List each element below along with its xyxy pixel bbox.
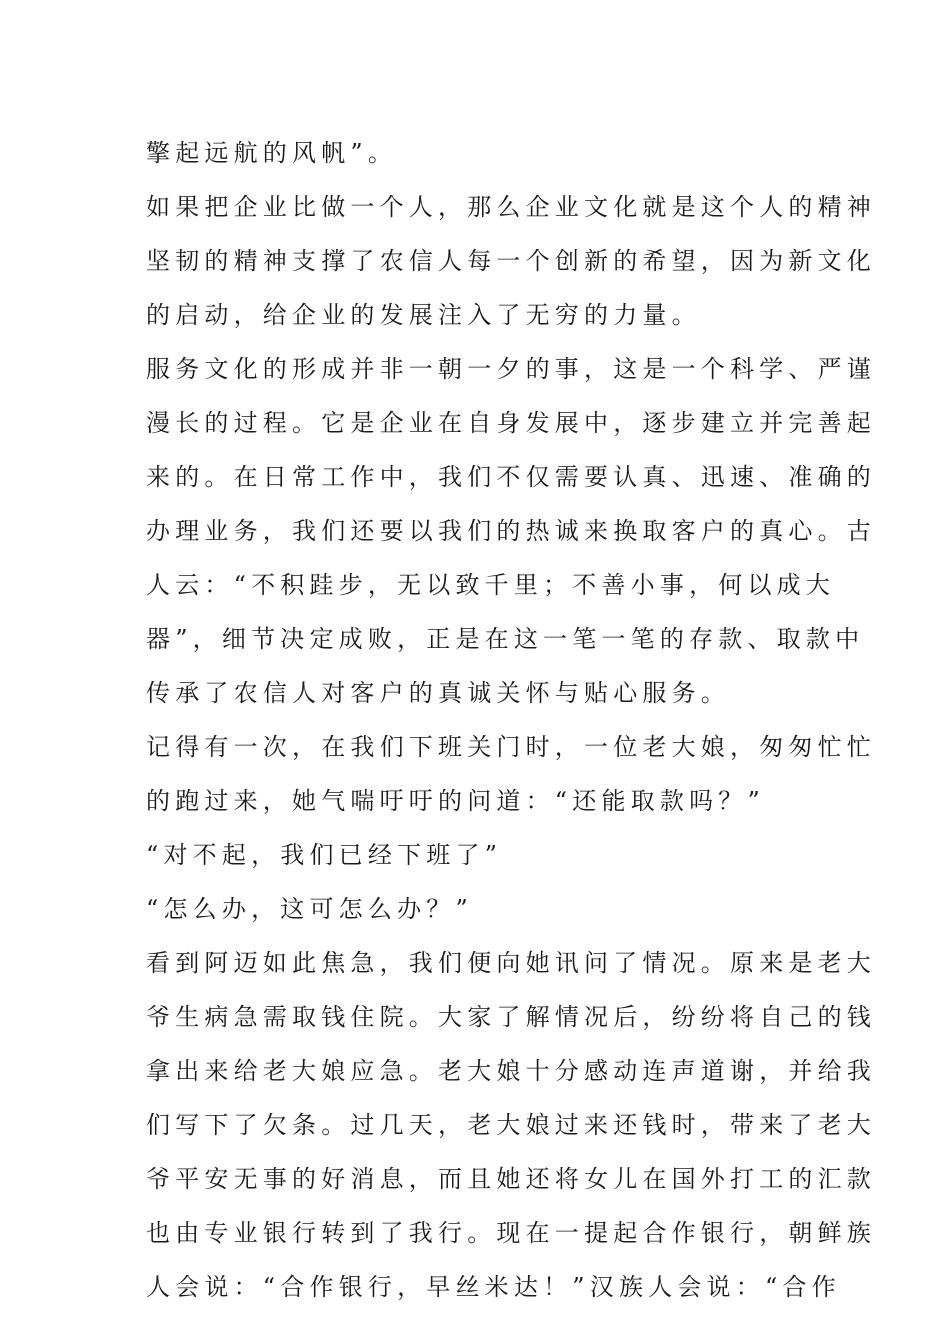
text-line: 也由专业银行转到了我行。现在一提起合作银行，朝鲜族: [146, 1219, 876, 1247]
document-page: [146, 126, 876, 1314]
text-line: 的启动，给企业的发展注入了无穷的力量。: [146, 301, 701, 329]
text-line: 擎起远航的风帆”。: [146, 139, 398, 167]
text-line: 传承了农信人对客户的真诚关怀与贴心服务。: [146, 679, 730, 707]
text-line: 记得有一次，在我们下班关门时，一位老大娘，匆匆忙忙: [146, 733, 876, 761]
text-line: 坚韧的精神支撑了农信人每一个创新的希望，因为新文化: [146, 247, 876, 275]
text-line: 人会说：“合作银行，早丝米达！”汉族人会说：“合作: [146, 1273, 841, 1301]
text-line: 的跑过来，她气喘吁吁的问道：“还能取款吗？”: [146, 787, 765, 815]
text-line: 器”，细节决定成败，正是在这一笔一笔的存款、取款中: [146, 625, 865, 653]
text-line: 办理业务，我们还要以我们的热诚来换取客户的真心。古: [146, 517, 876, 545]
text-line: 看到阿迈如此焦急，我们便向她讯问了情况。原来是老大: [146, 949, 876, 977]
text-line: 们写下了欠条。过几天，老大娘过来还钱时，带来了老大: [146, 1111, 876, 1139]
text-line: 人云：“不积跬步，无以致千里；不善小事，何以成大: [146, 571, 836, 599]
text-line: 拿出来给老大娘应急。老大娘十分感动连声道谢，并给我: [146, 1057, 876, 1085]
text-line: 服务文化的形成并非一朝一夕的事，这是一个科学、严谨: [146, 355, 876, 383]
text-line: 爷平安无事的好消息，而且她还将女儿在国外打工的汇款: [146, 1165, 876, 1193]
text-line: 如果把企业比做一个人，那么企业文化就是这个人的精神: [146, 193, 876, 221]
text-line: “怎么办，这可怎么办？”: [146, 895, 473, 923]
text-line: 漫长的过程。它是企业在自身发展中，逐步建立并完善起: [146, 409, 876, 437]
text-line: “对不起，我们已经下班了”: [146, 841, 503, 869]
text-line: 来的。在日常工作中，我们不仅需要认真、迅速、准确的: [146, 463, 876, 491]
text-line: 爷生病急需取钱住院。大家了解情况后，纷纷将自己的钱: [146, 1003, 876, 1031]
